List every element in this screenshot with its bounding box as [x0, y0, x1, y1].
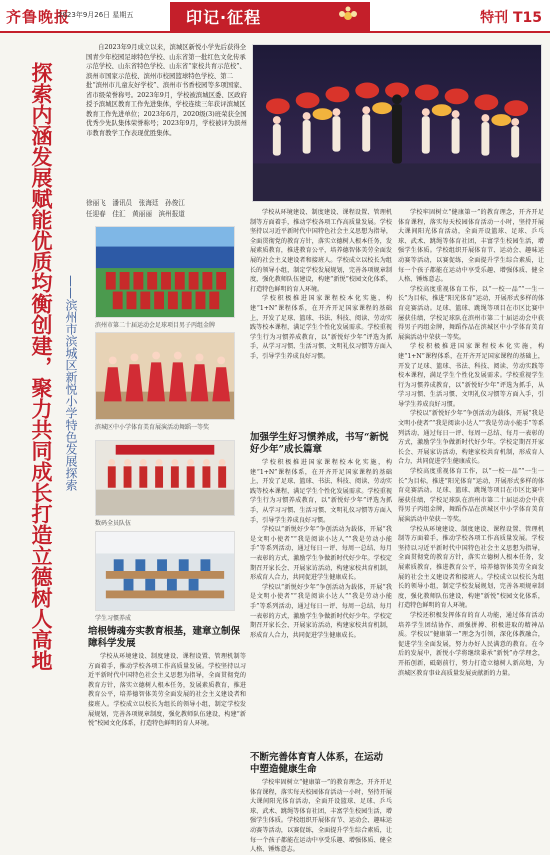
flower-decoration-icon [336, 6, 360, 26]
page-number: 特刊 T15 [480, 10, 542, 26]
classroom-photo [95, 531, 235, 611]
main-headline: 探索内涵发展赋能优质均衡创建，聚力共同成长打造立德树人高地 [29, 62, 54, 671]
body-column-5 [398, 208, 544, 802]
football-caption: 滨州市第二十届运动会足球项目男子丙组金牌 [95, 322, 216, 329]
paragraph: 学校积极推进国家课程校本化实施，构建“1+N”课程体系，在开齐开足国家课程的基础上，开发了足球、篮球、书法、科技、阅读、劳动实践等校本课程，满足学生个性化发展需求。学校重视学生行为习惯养成教育，以“新悦好少年”评选为抓手，从学习习惯、生活习惯、文明礼仪习惯等方面入手，引导学生养成良好习惯。 [250, 459, 392, 524]
activity-caption: 数码全员队伍 [95, 520, 132, 527]
body-column-3 [250, 458, 392, 748]
paragraph: 学校以“新悦好少年”争创活动为载体，开展“我是文明小使者”“我是阅读小达人”“我是劳动小能手”等系列活动，通过每日一评、每周一总结、每月一表彰的方式，激励学生争做新时代好少年。学校定期召开家长会、开展家访活动，构建家校共育机制，形成育人合力，共同促进学生健康成长。 [398, 410, 544, 466]
paragraph: 学校牢固树立“健康第一”的教育理念，开齐开足体育课程，落实每天校园体育活动一小时，坚持开展大课间阳光体育活动，全面开设篮球、足球、乒乓球、武术、跳绳等体育社团，丰富学生校园生活，增强学生体质。学校组织开展体育节、运动会、趣味运动赛等活动，以赛促练，全面提升学生综合素质，让每一个孩子都能在运动中享受乐趣、增强体质、健全人格、锤炼意志。 [250, 779, 392, 854]
masthead [0, 0, 550, 33]
paragraph: 学校从环境建设、制度建设、课程设置、管理机制等方面着手，推动学校各项工作高质量发展。学校坚持以习近平新时代中国特色社会主义思想为指导，全面贯彻党的教育方针，落实立德树人根本任务，发展素质教育，推进教育公平，培养德智体美劳全面发展的社会主义建设者和接班人。学校成立以校长为组长的领导小组，制定学校发展规划，完善各项规章制度，强化教师队伍建设，构建“新悦”校园文化体系，打造特色鲜明的育人环境。 [250, 209, 392, 293]
intro-paragraph: 自2023年9月成立以来，滨城区新悦小学先后获得全国青少年校园足球特色学校、山东省第一批红色文化传承示范学校、山东省特色学校、山东省“家校共育示范校”、滨州市国家示范校、滨州市校园篮球特色学校、第二批“滨州市儿童友好学校”、滨州市书香校园等多项国家、省市级荣誉称号。2023年9月，学校被滨城区委、区政府授予滨城区教育工作先进集体，学校连续三年获评滨城区教育工作先进单位；2023年6月，2020级(3)班荣获全国优秀少先队集体荣誉称号；2023年9月，学校被评为滨州市教育教学工作表现优胜集体。 [86, 43, 247, 137]
dance-photo [95, 332, 235, 420]
paper-logo: 齐鲁晚报 [6, 8, 71, 26]
paragraph: 学校从环境建设、制度建设、课程设置、管理机制等方面着手，推动学校各项工作高质量发展。学校坚持以习近平新时代中国特色社会主义思想为指导，全面贯彻党的教育方针，落实立德树人根本任务，发展素质教育，推进教育公平，培养德智体美劳全面发展的社会主义建设者和接班人。学校成立以校长为组长的领导小组，制定学校发展规划，完善各项规章制度，强化教师队伍建设，构建“新悦”校园文化体系，打造特色鲜明的育人环境。 [88, 653, 246, 728]
issue-date: 2023年9月26日 星期五 [58, 11, 134, 19]
subheadline: ——滨州市滨城区新悦小学特色发展探索 [64, 275, 78, 491]
paragraph: 学校高度重视体育工作，以“一校一品”“一生一长”为目标，推进“阳光体育”运动，开展形式多样的体育竞赛活动。足球、篮球、跳绳等项目在市区比赛中屡获佳绩，学校足球队在滨州市第二十届运动会中获得男子丙组金牌，舞蹈作品在滨城区中小学体育美育展演活动中荣获一等奖。 [398, 468, 544, 523]
football-team-photo [95, 226, 235, 318]
banner-title: 印记·征程 [186, 8, 262, 27]
paragraph: 学校以“新悦好少年”争创活动为载体，开展“我是文明小使者”“我是阅读小达人”“我是劳动小能手”等系列活动，通过每日一评、每周一总结、每月一表彰的方式，激励学生争做新时代好少年。学校定期召开家长会、开展家访活动，构建家校共育机制，形成育人合力，共同促进学生健康成长。 [250, 583, 392, 639]
body-column-4 [250, 778, 392, 854]
section-2-title: 加强学生好习惯养成，书写“新悦好少年”成长篇章 [250, 432, 389, 455]
body-column-2 [250, 208, 392, 426]
byline-row: 徐丽飞 潘讯员 张海廷 孙俊江 [86, 199, 185, 207]
paragraph: 学校从环境建设、制度建设、课程设置、管理机制等方面着手，推动学校各项工作高质量发展。学校坚持以习近平新时代中国特色社会主义思想为指导，全面贯彻党的教育方针，落实立德树人根本任务，发展素质教育，推进教育公平，培养德智体美劳全面发展的社会主义建设者和接班人。学校成立以校长为组长的领导小组，制定学校发展规划，完善各项规章制度，强化教师队伍建设，构建“新悦”校园文化体系，打造特色鲜明的育人环境。 [398, 525, 544, 610]
bylines [86, 198, 248, 220]
section-3-title: 不断完善体育育人体系，在运动中塑造健康生命 [250, 752, 384, 775]
classroom-caption: 学生习惯养成 [95, 615, 132, 622]
performance-photo [252, 44, 542, 202]
paragraph: 学校高度重视体育工作，以“一校一品”“一生一长”为目标，推进“阳光体育”运动，开展形式多样的体育竞赛活动。足球、篮球、跳绳等项目在市区比赛中屡获佳绩，学校足球队在滨州市第二十届运动会中获得男子丙组金牌，舞蹈作品在滨城区中小学体育美育展演活动中荣获一等奖。 [398, 285, 544, 341]
paragraph: 学校积极推进国家课程校本化实施，构建“1+N”课程体系，在开齐开足国家课程的基础上，开发了足球、篮球、书法、科技、阅读、劳动实践等校本课程，满足学生个性化发展需求。学校重视学生行为习惯养成教育，以“新悦好少年”评选为抓手，从学习习惯、生活习惯、文明礼仪习惯等方面入手，引导学生养成良好习惯。 [398, 343, 544, 408]
section-banner [170, 2, 370, 31]
paragraph: 学校还积极发挥体育的育人功能，通过体育活动培养学生团结协作、顽强拼搏、积极进取的精神品质。学校以“健康第一”理念为引领，深化体教融合，促进学生全面发展，努力办好人民满意的教育。在今后的发展中，新悦小学将继续秉承“新悦”办学理念，开拓创新，砥砺前行，努力打造立德树人新高地，为滨城区教育事业高质量发展贡献新的力量。 [398, 611, 544, 677]
paragraph: 学校牢固树立“健康第一”的教育理念，开齐开足体育课程，落实每天校园体育活动一小时，坚持开展大课间阳光体育活动，全面开设篮球、足球、乒乓球、武术、跳绳等体育社团，丰富学生校园生活，增强学生体质。学校组织开展体育节、运动会、趣味运动赛等活动，以赛促练，全面提升学生综合素质，让每一个孩子都能在运动中享受乐趣、增强体质、健全人格、锤炼意志。 [398, 209, 544, 284]
byline-row: 任迎春 佳汇 黄丽丽 滨州报道 [86, 210, 185, 218]
paragraph: 学校以“新悦好少年”争创活动为载体，开展“我是文明小使者”“我是阅读小达人”“我是劳动小能手”等系列活动，通过每日一评、每周一总结、每月一表彰的方式，激励学生争做新时代好少年。学校定期召开家长会、开展家访活动，构建家校共育机制，形成育人合力，共同促进学生健康成长。 [250, 526, 392, 582]
dance-caption: 滨城区中小学体育美育展演活动舞蹈一等奖 [95, 424, 210, 431]
section-1-title: 培根铸魂夯实教育根基，建章立制保障科学发展 [88, 626, 241, 649]
activity-photo [95, 440, 235, 516]
paragraph: 学校积极推进国家课程校本化实施，构建“1+N”课程体系，在开齐开足国家课程的基础上，开发了足球、篮球、书法、科技、阅读、劳动实践等校本课程，满足学生个性化发展需求。学校重视学生行为习惯养成教育，以“新悦好少年”评选为抓手，从学习习惯、生活习惯、文明礼仪习惯等方面入手，引导学生养成良好习惯。 [250, 295, 392, 360]
body-column-1 [88, 652, 246, 798]
